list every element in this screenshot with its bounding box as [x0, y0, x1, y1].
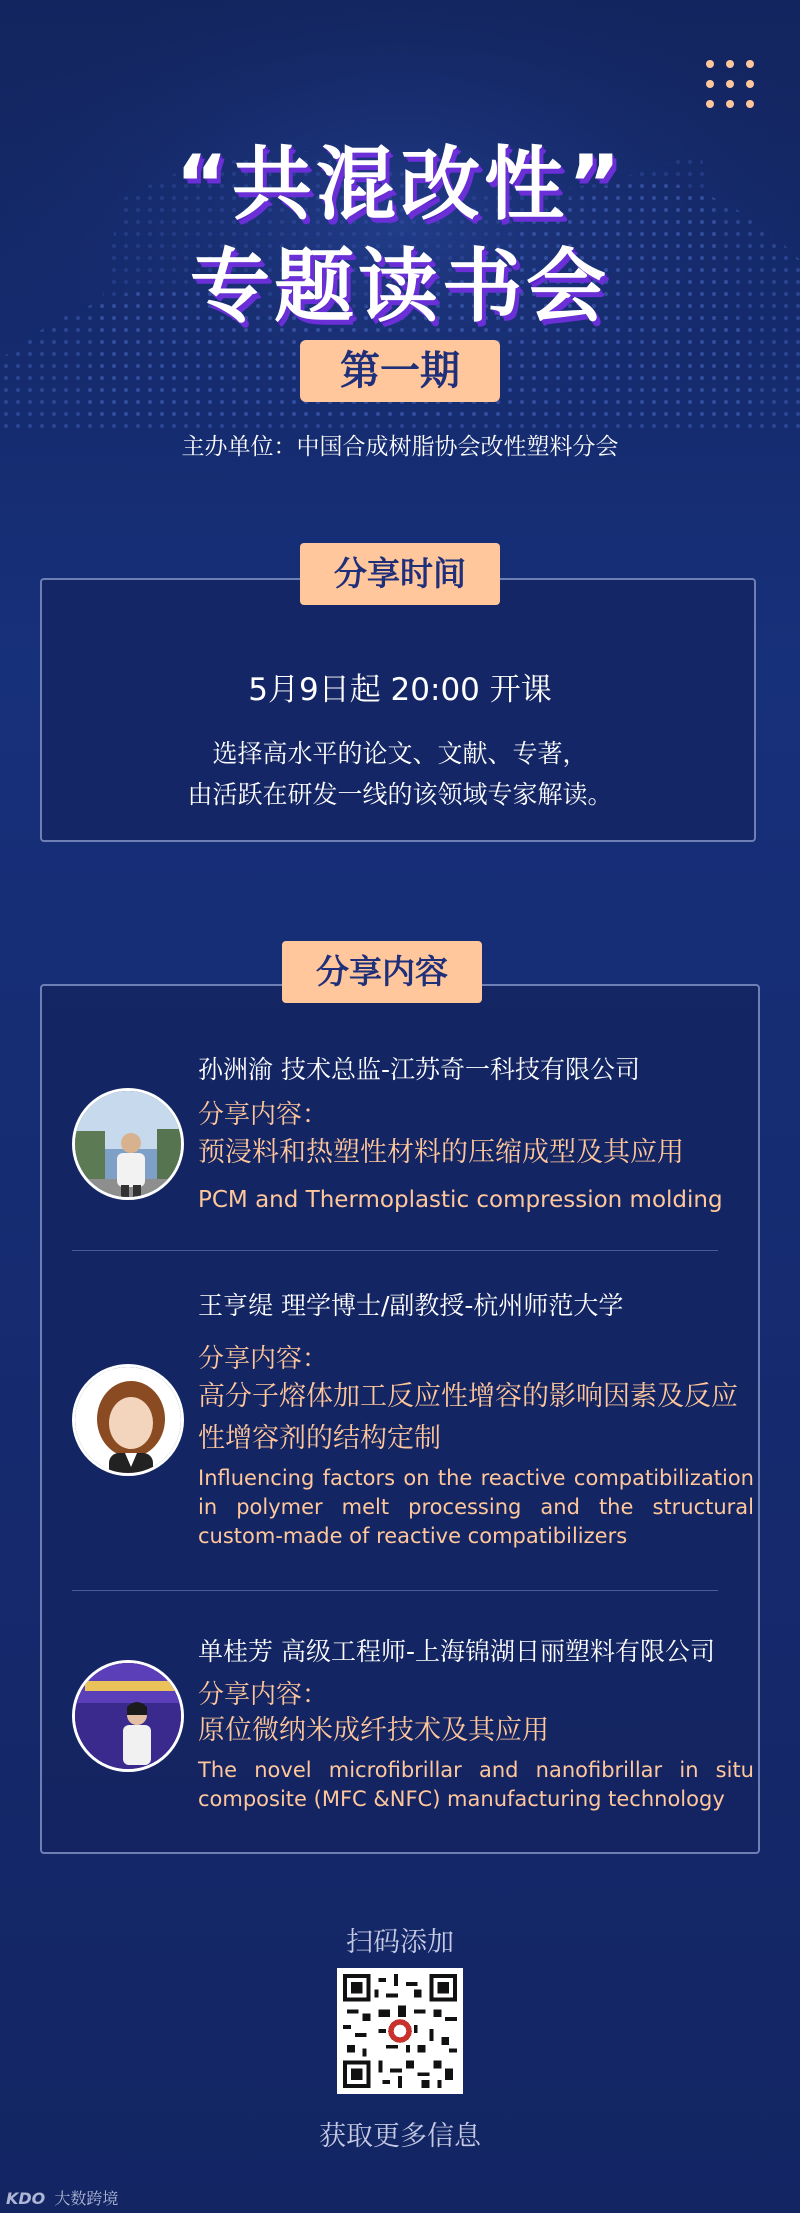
speaker-name-2: 王亨缇 理学博士/副教授-杭州师范大学	[198, 1291, 624, 1320]
speaker-divider-2	[72, 1590, 718, 1591]
time-desc-line-1: 选择高水平的论文、文献、专著，	[212, 739, 588, 768]
speaker-avatar-2	[72, 1364, 184, 1476]
topic-3: 原位微纳米成纤技术及其应用	[198, 1715, 549, 1746]
speaker-card-3	[40, 1612, 760, 1832]
title-line-1: “共混改性”	[175, 138, 625, 231]
time-desc-line-2: 由活跃在研发一线的该领域专家解读。	[187, 780, 613, 809]
scan-label: 扫码添加	[346, 1927, 454, 1958]
organizer-text: 主办单位：中国合成树脂协会改性塑料分会	[181, 434, 619, 460]
speaker-divider-1	[72, 1250, 718, 1251]
topic-en-3: The novel microfibrillar and nanofibrillar in situ composite (MFC &NFC) manufacturing technology	[198, 1758, 754, 1811]
topic-en-1: PCM and Thermoplastic compression molding	[198, 1187, 723, 1213]
share-label-1: 分享内容：	[198, 1100, 329, 1130]
speaker-name-3: 单桂芳 高级工程师-上海锦湖日丽塑料有限公司	[198, 1637, 715, 1666]
time-section-tag: 分享时间	[300, 543, 500, 605]
watermark	[6, 2186, 118, 2209]
topic-2: 高分子熔体加工反应性增容的影响因素及反应性增容剂的结构定制	[198, 1381, 738, 1454]
person-photo-icon	[75, 1663, 184, 1772]
speaker-avatar-1	[72, 1088, 184, 1200]
speaker-name-1: 孙洲渝 技术总监-江苏奇一科技有限公司	[198, 1055, 640, 1084]
content-section-tag: 分享内容	[282, 941, 482, 1003]
more-info-label: 获取更多信息	[319, 2121, 481, 2152]
watermark-text: 大数跨境	[54, 2189, 119, 2208]
speaker-avatar-3	[72, 1660, 184, 1772]
qr-code[interactable]	[337, 1968, 463, 2094]
schedule-text: 5月9日起 20:00 开课	[248, 672, 552, 708]
title-line-2: 专题读书会	[190, 240, 610, 333]
speaker-card-1	[40, 1036, 760, 1226]
share-label-3: 分享内容：	[198, 1680, 329, 1710]
person-photo-icon	[75, 1091, 184, 1200]
qr-code-icon	[343, 1974, 457, 2088]
speaker-card-2	[40, 1272, 760, 1582]
topic-1: 预浸料和热塑性材料的压缩成型及其应用	[198, 1137, 684, 1168]
topic-en-2: Influencing factors on the reactive compatibilization in polymer melt processing and the structural custom-made of reactive compatibilizers	[198, 1466, 754, 1548]
person-photo-icon	[75, 1367, 184, 1476]
issue-badge: 第一期	[300, 340, 500, 402]
watermark-logo: KDO	[6, 2189, 46, 2208]
corner-dots-icon	[704, 58, 756, 110]
share-label-2: 分享内容：	[198, 1344, 329, 1374]
